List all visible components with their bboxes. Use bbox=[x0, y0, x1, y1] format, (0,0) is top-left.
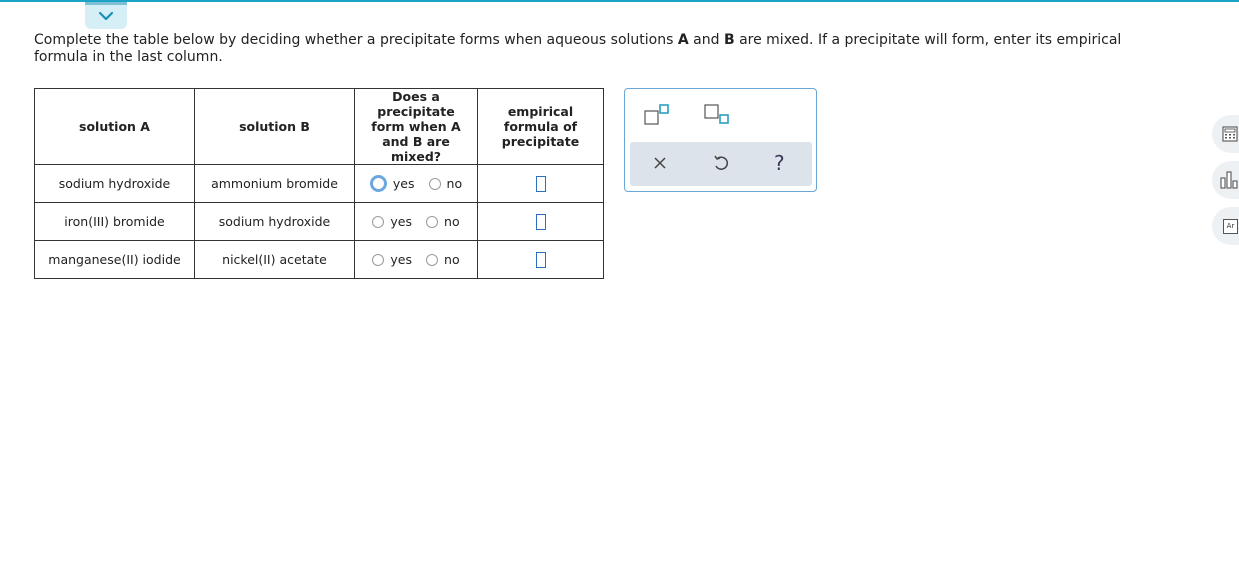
header-solution-a: solution A bbox=[35, 89, 195, 165]
top-accent-line bbox=[0, 0, 1239, 2]
solution-a-cell: sodium hydroxide bbox=[35, 165, 195, 203]
yes-option[interactable] bbox=[372, 252, 412, 267]
calculator-icon bbox=[1222, 126, 1238, 142]
formula-cell bbox=[478, 203, 604, 241]
data-chart-icon bbox=[1220, 170, 1239, 190]
precipitate-choice-cell bbox=[355, 241, 478, 279]
instructions-text: Complete the table below by deciding whether a precipitate forms when aqueous solutions bbox=[34, 32, 678, 48]
help-icon: ? bbox=[774, 151, 785, 175]
undo-icon bbox=[712, 154, 730, 172]
formula-input[interactable] bbox=[536, 176, 546, 192]
formula-input[interactable] bbox=[536, 214, 546, 230]
radio-group bbox=[355, 252, 477, 267]
table-header-row bbox=[35, 89, 604, 165]
solution-b-ref: B bbox=[723, 32, 735, 48]
periodic-table-icon bbox=[1223, 219, 1238, 234]
yes-label: yes bbox=[390, 214, 413, 229]
radio-group bbox=[355, 175, 477, 192]
clear-icon bbox=[652, 155, 668, 171]
no-radio[interactable] bbox=[429, 178, 441, 190]
no-label: no bbox=[444, 214, 460, 229]
clear-button[interactable] bbox=[652, 155, 668, 175]
no-option[interactable] bbox=[429, 176, 463, 191]
no-label: no bbox=[446, 176, 463, 191]
data-chart-button[interactable] bbox=[1212, 161, 1239, 199]
header-solution-b: solution B bbox=[195, 89, 355, 165]
instructions-text: and bbox=[688, 32, 724, 48]
precipitate-choice-cell bbox=[355, 203, 478, 241]
periodic-table-button[interactable] bbox=[1212, 207, 1239, 245]
yes-label: yes bbox=[392, 176, 415, 191]
subscript-button[interactable] bbox=[703, 103, 733, 131]
instructions bbox=[34, 32, 1154, 66]
solution-a-cell: iron(III) bromide bbox=[35, 203, 195, 241]
calculator-button[interactable] bbox=[1212, 115, 1239, 153]
chevron-down-icon bbox=[98, 11, 114, 21]
header-empirical-formula-text: empirical formula of precipitate bbox=[501, 104, 580, 149]
formula-palette bbox=[624, 88, 817, 192]
precipitate-table bbox=[34, 88, 604, 279]
formula-cell bbox=[478, 241, 604, 279]
table-row bbox=[35, 241, 604, 279]
solution-b-cell: ammonium bromide bbox=[195, 165, 355, 203]
yes-option[interactable] bbox=[370, 175, 415, 192]
help-button[interactable] bbox=[774, 151, 785, 175]
solution-a-cell: manganese(II) iodide bbox=[35, 241, 195, 279]
no-radio[interactable] bbox=[426, 254, 438, 266]
superscript-icon bbox=[643, 103, 673, 127]
periodic-table-label: Ar bbox=[1226, 222, 1235, 230]
table-row bbox=[35, 203, 604, 241]
formula-cell bbox=[478, 165, 604, 203]
no-option[interactable] bbox=[426, 214, 460, 229]
solution-a-ref: A bbox=[677, 32, 689, 48]
collapse-tab[interactable] bbox=[85, 2, 127, 29]
yes-radio[interactable] bbox=[372, 254, 384, 266]
table-row bbox=[35, 165, 604, 203]
palette-action-bar bbox=[630, 142, 812, 186]
instructions-text: are mixed. If a precipitate will form, enter its empirical formula in the last column. bbox=[34, 32, 1122, 65]
header-empirical-formula bbox=[478, 89, 604, 165]
solution-b-cell: sodium hydroxide bbox=[195, 203, 355, 241]
no-radio[interactable] bbox=[426, 216, 438, 228]
header-precipitate-question-text: Does a precipitate form when A and B are mixed? bbox=[371, 89, 461, 164]
no-label: no bbox=[444, 252, 460, 267]
formula-input[interactable] bbox=[536, 252, 546, 268]
no-option[interactable] bbox=[426, 252, 460, 267]
subscript-icon bbox=[703, 103, 733, 127]
undo-button[interactable] bbox=[712, 154, 730, 176]
solution-b-cell: nickel(II) acetate bbox=[195, 241, 355, 279]
yes-radio[interactable] bbox=[372, 216, 384, 228]
superscript-button[interactable] bbox=[643, 103, 673, 131]
yes-radio[interactable] bbox=[370, 175, 387, 192]
radio-group bbox=[355, 214, 477, 229]
yes-label: yes bbox=[390, 252, 413, 267]
yes-option[interactable] bbox=[372, 214, 412, 229]
header-precipitate-question bbox=[355, 89, 478, 165]
precipitate-choice-cell bbox=[355, 165, 478, 203]
